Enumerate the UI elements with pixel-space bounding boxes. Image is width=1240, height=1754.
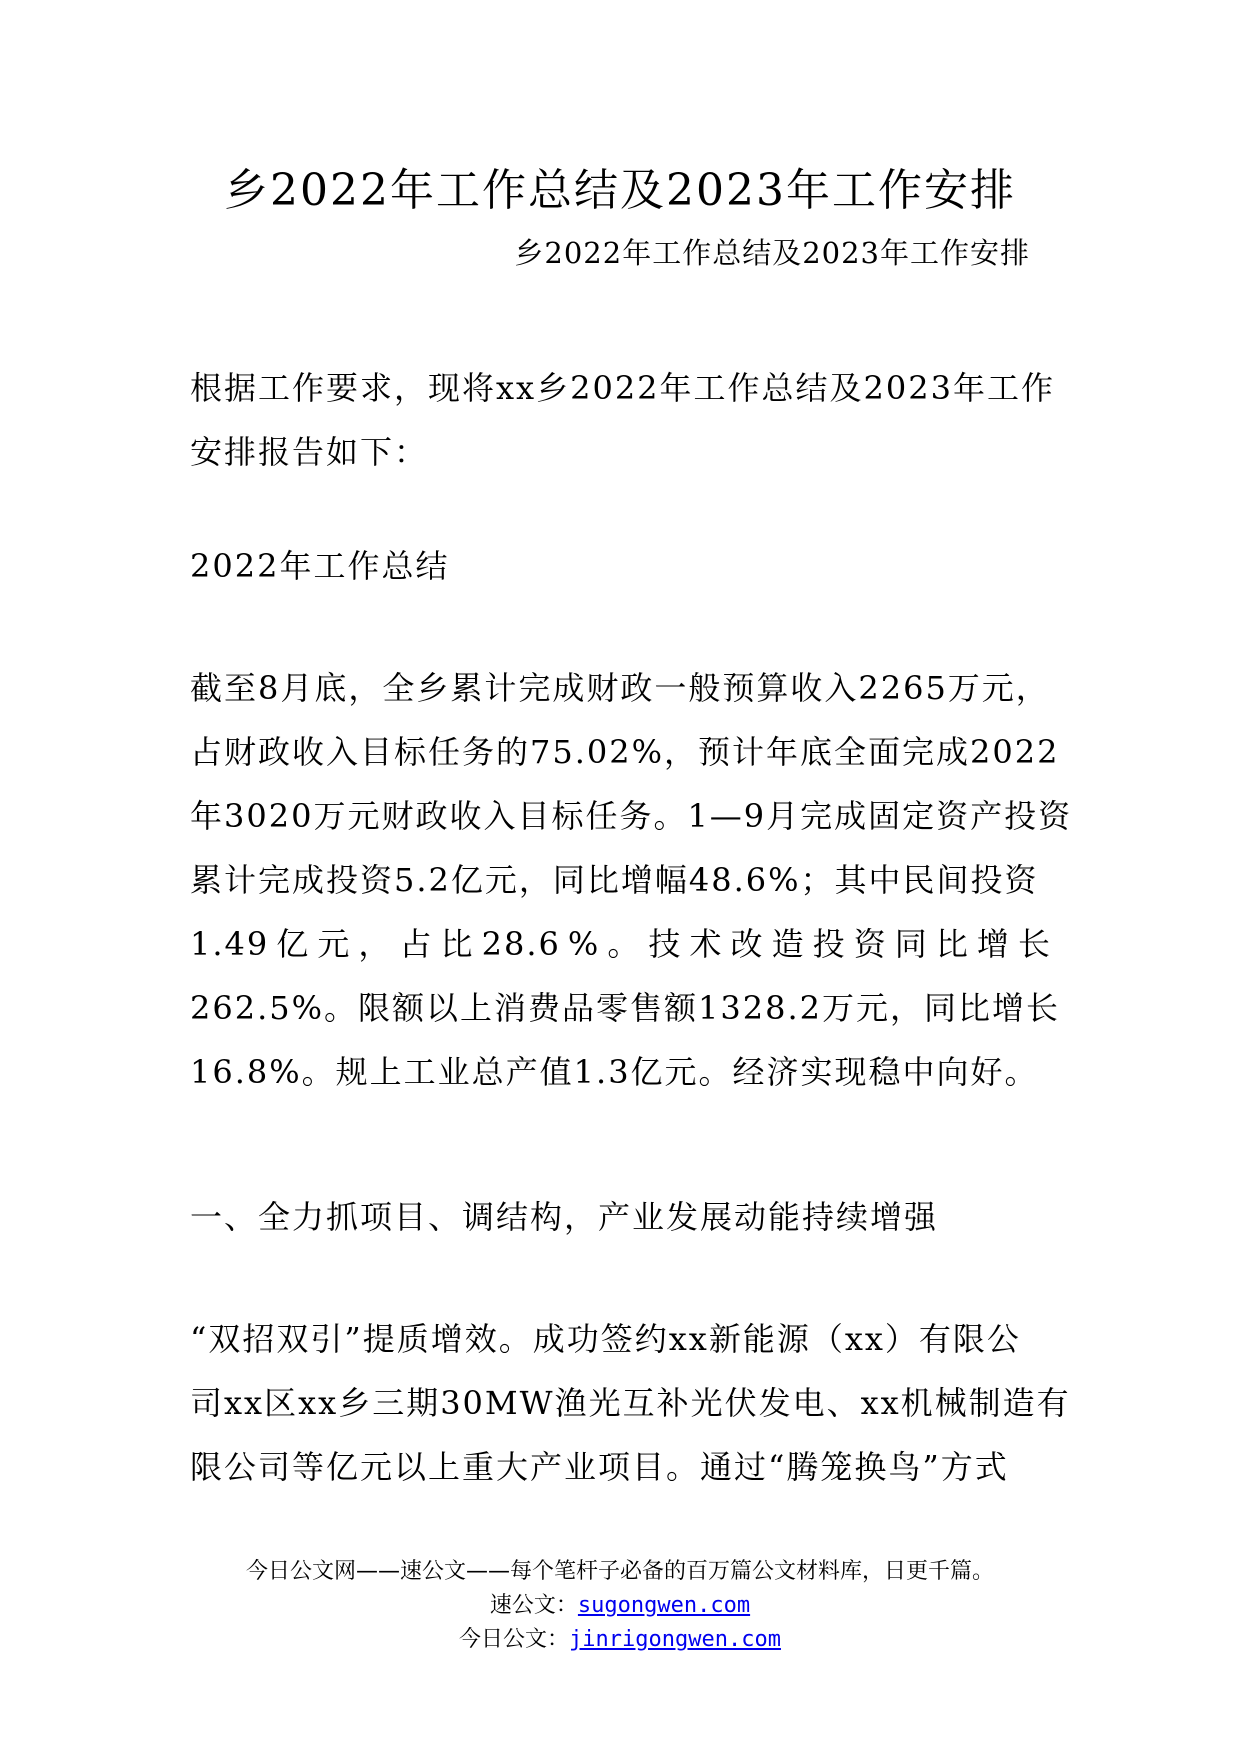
section-summary-heading: 2022年工作总结 bbox=[190, 547, 450, 585]
section-one-line: 限公司等亿元以上重大产业项目。通过“腾笼换鸟”方式 bbox=[190, 1448, 1009, 1486]
justified-token: 投 bbox=[812, 925, 847, 963]
justified-token: 造 bbox=[771, 925, 806, 963]
section-one-line: 司xx区xx乡三期30MW渔光互补光伏发电、xx机械制造有 bbox=[190, 1384, 1071, 1422]
justified-token: 亿 bbox=[276, 925, 311, 963]
justified-token: 长 bbox=[1017, 925, 1052, 963]
footer-line-sugongwen bbox=[0, 1589, 1240, 1623]
summary-paragraph bbox=[190, 656, 1073, 1104]
justified-token: 资 bbox=[853, 925, 888, 963]
summary-line: 截至8月底，全乡累计完成财政一般预算收入2265万元， bbox=[190, 669, 1050, 707]
summary-line: 占财政收入目标任务的75.02%，预计年底全面完成2022 bbox=[190, 733, 1060, 771]
justified-token: 比 bbox=[440, 925, 475, 963]
justified-token: 1.49 bbox=[190, 925, 270, 963]
intro-line: 根据工作要求，现将xx乡2022年工作总结及2023年工作 bbox=[190, 369, 1055, 407]
justified-token: ， bbox=[358, 925, 393, 963]
footer-label: 速公文： bbox=[489, 1593, 578, 1618]
footer-slogan: 今日公文网——速公文——每个笔杆子必备的百万篇公文材料库，日更千篇。 bbox=[245, 1559, 994, 1584]
justified-token: 元 bbox=[317, 925, 352, 963]
summary-line: 年3020万元财政收入目标任务。1—9月完成固定资产投资 bbox=[190, 797, 1073, 835]
justified-token: 。 bbox=[607, 925, 642, 963]
summary-line: 累计完成投资5.2亿元，同比增幅48.6%；其中民间投资 bbox=[190, 861, 1039, 899]
section-one-paragraph bbox=[190, 1307, 1071, 1499]
section-one-heading: 一、全力抓项目、调结构，产业发展动能持续增强 bbox=[190, 1198, 939, 1236]
footer-label: 今日公文： bbox=[459, 1627, 570, 1652]
section-one-line: “双招双引”提质增效。成功签约xx新能源（xx）有限公 bbox=[190, 1320, 1021, 1358]
justified-token: 同 bbox=[894, 925, 929, 963]
justified-token: 28.6 bbox=[481, 925, 561, 963]
justified-token: 术 bbox=[689, 925, 724, 963]
justified-token: 技 bbox=[648, 925, 683, 963]
justified-token: 比 bbox=[935, 925, 970, 963]
footer-line-jinrigongwen bbox=[0, 1623, 1240, 1657]
summary-line: 262.5%。限额以上消费品零售额1328.2万元，同比增长 bbox=[190, 989, 1060, 1027]
jinrigongwen-link[interactable]: jinrigongwen.com bbox=[569, 1627, 781, 1652]
intro-line: 安排报告如下： bbox=[190, 433, 429, 471]
summary-line: 16.8%。规上工业总产值1.3亿元。经济实现稳中向好。 bbox=[190, 1053, 1039, 1091]
document-title: 乡2022年工作总结及2023年工作安排 bbox=[224, 165, 1016, 216]
justified-token: 增 bbox=[976, 925, 1011, 963]
summary-line-justified bbox=[190, 912, 1052, 976]
justified-token: 占 bbox=[399, 925, 434, 963]
document-subtitle: 乡2022年工作总结及2023年工作安排 bbox=[514, 236, 1030, 270]
justified-token: 改 bbox=[730, 925, 765, 963]
sugongwen-link[interactable]: sugongwen.com bbox=[577, 1593, 751, 1618]
justified-token: % bbox=[567, 925, 601, 963]
intro-paragraph bbox=[190, 356, 1055, 484]
